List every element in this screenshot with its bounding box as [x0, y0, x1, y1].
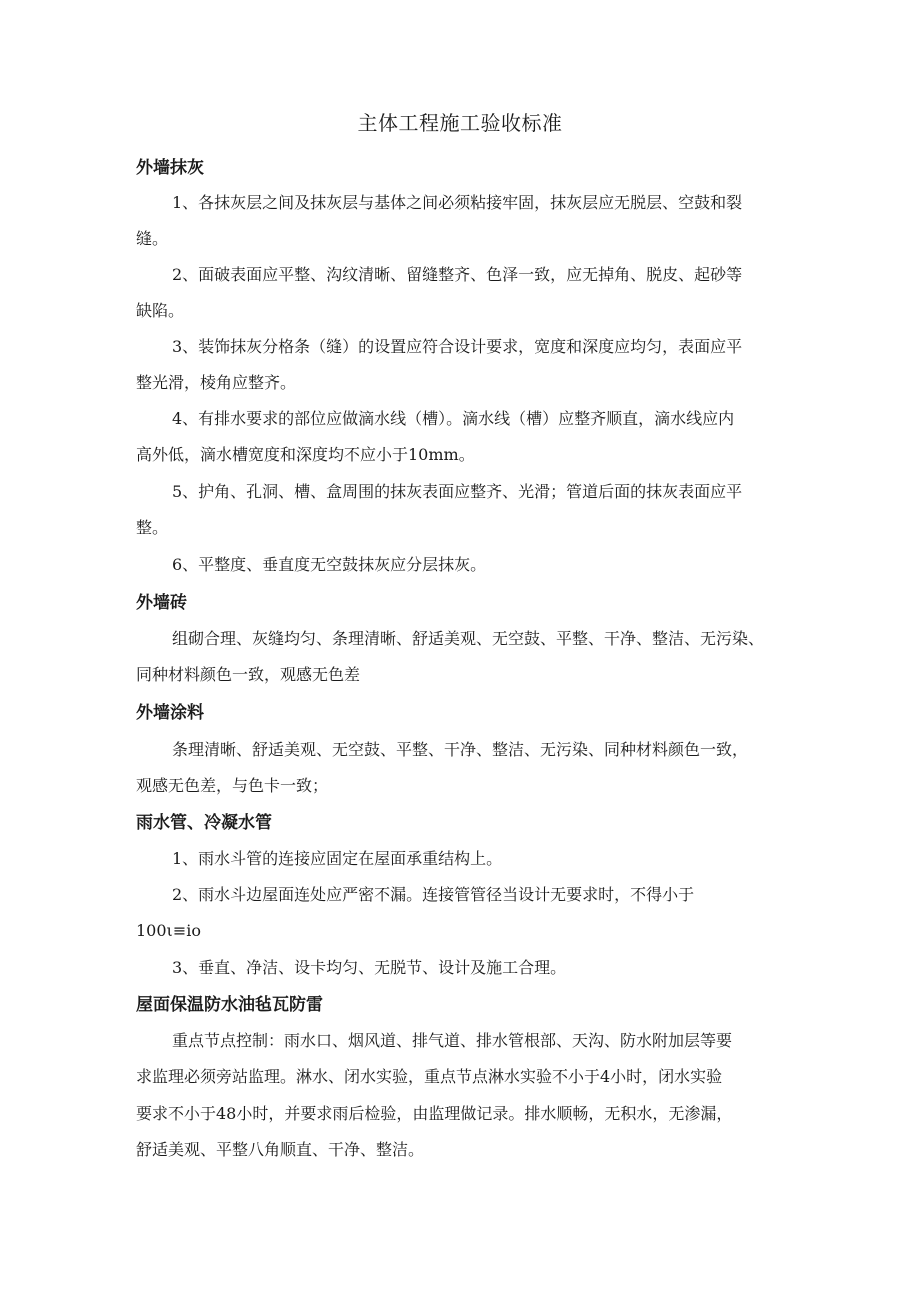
paragraph-line: 条理清晰、舒适美观、无空鼓、平整、干净、整洁、无污染、同种材料颜色一致， [172, 740, 749, 759]
section-heading-pipes: 雨水管、冷凝水管 [136, 813, 272, 833]
paragraph-line: 4、有排水要求的部位应做滴水线（槽）。滴水线（槽）应整齐顺直，滴水线应内 [172, 409, 735, 428]
paragraph-line: 1、各抹灰层之间及抹灰层与基体之间必须粘接牢固，抹灰层应无脱层、空鼓和裂 [172, 193, 743, 212]
paragraph-line: 1、雨水斗管的连接应固定在屋面承重结构上。 [172, 849, 503, 868]
paragraph-line: 缝。 [136, 229, 169, 248]
page-title: 主体工程施工验收标准 [357, 111, 563, 135]
paragraph-line: 2、雨水斗边屋面连处应严密不漏。连接管管径当设计无要求时，不得小于 [172, 885, 695, 904]
paragraph-line: 观感无色差，与色卡一致； [136, 776, 329, 795]
paragraph-line: 组砌合理、灰缝均匀、条理清晰、舒适美观、无空鼓、平整、干净、整洁、无污染、 [172, 629, 765, 648]
paragraph-line: 2、面破表面应平整、沟纹清晰、留缝整齐、色泽一致，应无掉角、脱皮、起砂等 [172, 265, 743, 284]
section-heading-brick: 外墙砖 [136, 593, 187, 613]
section-heading-roof: 屋面保温防水油毡瓦防雷 [136, 995, 323, 1015]
paragraph-line: 求监理必须旁站监理。淋水、闭水实验，重点节点淋水实验不小于4小时，闭水实验 [136, 1067, 723, 1086]
section-heading-plaster: 外墙抹灰 [136, 158, 204, 178]
paragraph-line: 6、平整度、垂直度无空鼓抹灰应分层抹灰。 [172, 555, 487, 574]
paragraph-line: 同种材料颜色一致，观感无色差 [136, 665, 361, 684]
paragraph-line: 整。 [136, 518, 169, 537]
paragraph-line: 5、护角、孔洞、槽、盒周围的抹灰表面应整齐、光滑；管道后面的抹灰表面应平 [172, 482, 743, 501]
paragraph-line: 缺陷。 [136, 301, 185, 320]
paragraph-line: 高外低，滴水槽宽度和深度均不应小于10mm。 [136, 445, 475, 464]
paragraph-line: 3、装饰抹灰分格条（缝）的设置应符合设计要求，宽度和深度应均匀，表面应平 [172, 337, 743, 356]
paragraph-line: 整光滑，棱角应整齐。 [136, 373, 297, 392]
section-heading-paint: 外墙涂料 [136, 703, 204, 723]
paragraph-line: 要求不小于48小时，并要求雨后检验，由监理做记录。排水顺畅，无积水，无渗漏， [136, 1104, 733, 1123]
paragraph-line: 舒适美观、平整八角顺直、干净、整洁。 [136, 1140, 425, 1159]
paragraph-line: 3、垂直、净洁、设卡均匀、无脱节、设计及施工合理。 [172, 958, 567, 977]
paragraph-line: 重点节点控制：雨水口、烟风道、排气道、排水管根部、天沟、防水附加层等要 [172, 1031, 733, 1050]
paragraph-line: 100ι≡io [136, 921, 201, 940]
